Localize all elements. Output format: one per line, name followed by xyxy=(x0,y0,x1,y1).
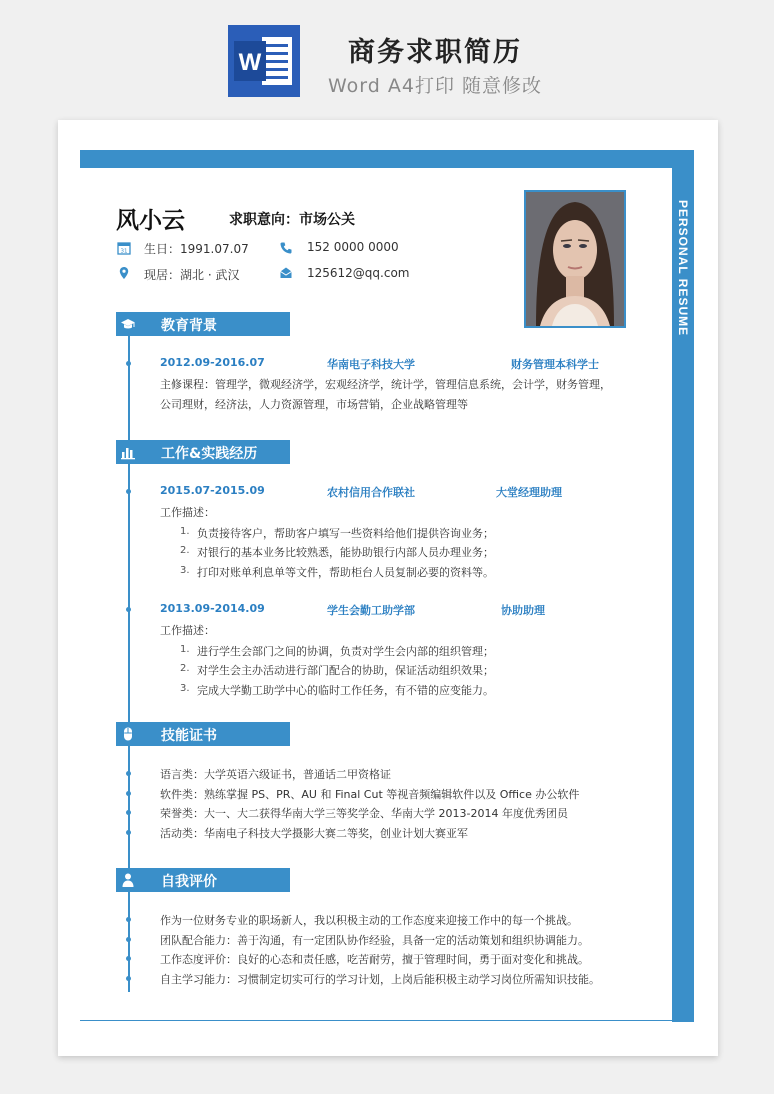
timeline-dot xyxy=(126,976,131,981)
top-accent-bar xyxy=(80,150,694,168)
job-1-item-2: 对银行的基本业务比较熟悉，能协助银行内部人员办理业务； xyxy=(197,546,494,559)
current-location: 现居：湖北 · 武汉 xyxy=(144,268,240,282)
timeline-dot xyxy=(126,956,131,961)
job-2-item-2: 对学生会主办活动进行部门配合的协助，保证活动组织效果； xyxy=(197,664,494,677)
job-2-role: 协助助理 xyxy=(501,604,545,617)
section-title-skills: 技能证书 xyxy=(161,728,217,744)
skill-line-language: 语言类：大学英语六级证书，普通话二甲资格证 xyxy=(160,768,391,781)
section-title-work: 工作&实践经历 xyxy=(161,446,258,462)
timeline-dot xyxy=(126,917,131,922)
job-2-org: 学生会勤工助学部 xyxy=(327,604,415,617)
timeline-dot xyxy=(126,607,131,612)
section-header-self-eval xyxy=(116,868,290,892)
bar-chart-icon xyxy=(120,444,136,460)
skill-line-activities: 活动类：华南电子科技大学摄影大赛二等奖，创业计划大赛亚军 xyxy=(160,827,468,840)
job-1-item-3: 打印对账单利息单等文件，帮助柜台人员复制必要的资料等。 xyxy=(197,566,494,579)
svg-text:31: 31 xyxy=(120,248,128,255)
location-pin-icon xyxy=(117,265,131,279)
education-date: 2012.09-2016.07 xyxy=(160,356,265,369)
word-logo-icon xyxy=(228,25,300,97)
timeline-dot xyxy=(126,489,131,494)
self-eval-line-2: 团队配合能力：善于沟通，有一定团队协作经验，具备一定的活动策划和组织协调能力。 xyxy=(160,934,589,947)
job-1-item-3-number: 3. xyxy=(180,565,190,576)
job-2-date: 2013.09-2014.09 xyxy=(160,602,265,615)
timeline-dot xyxy=(126,771,131,776)
job-1-desc-label: 工作描述： xyxy=(160,506,215,519)
email-icon xyxy=(279,265,293,279)
word-logo-letter: W xyxy=(238,49,262,76)
skill-line-honors: 荣誉类：大一、大二获得华南大学三等奖学金、华南大学 2013-2014 年度优秀团员 xyxy=(160,807,568,820)
section-header-work xyxy=(116,440,290,464)
job-1-item-1-number: 1. xyxy=(180,526,190,537)
section-header-education xyxy=(116,312,290,336)
education-degree: 财务管理本科学士 xyxy=(511,358,599,371)
personal-resume-label: PERSONAL RESUME xyxy=(676,200,690,337)
timeline-dot xyxy=(126,810,131,815)
section-title-self-eval: 自我评价 xyxy=(161,874,217,890)
job-1-item-1: 负责接待客户，帮助客户填写一些资料给他们提供咨询业务； xyxy=(197,527,494,540)
education-courses-line-2: 公司理财，经济法，人力资源管理，市场营销，企业战略管理等 xyxy=(160,398,468,411)
education-courses-line-1: 主修课程：管理学，微观经济学，宏观经济学，统计学，管理信息系统，会计学，财务管理， xyxy=(160,378,611,391)
job-intent: 求职意向：市场公关 xyxy=(229,212,355,228)
phone-icon xyxy=(279,240,293,254)
mouse-icon xyxy=(120,726,136,742)
job-1-role: 大堂经理助理 xyxy=(496,486,562,499)
job-2-item-3: 完成大学勤工助学中心的临时工作任务，有不错的应变能力。 xyxy=(197,684,494,697)
page-title: 商务求职简历 xyxy=(348,37,522,68)
person-icon xyxy=(120,872,136,888)
profile-photo xyxy=(524,190,626,328)
birth-date: 生日：1991.07.07 xyxy=(144,242,249,256)
self-eval-line-4: 自主学习能力：习惯制定切实可行的学习计划，上岗后能积极主动学习岗位所需知识技能。 xyxy=(160,973,600,986)
timeline-dot xyxy=(126,361,131,366)
job-2-item-1: 进行学生会部门之间的协调，负责对学生会内部的组织管理； xyxy=(197,645,494,658)
section-title-education: 教育背景 xyxy=(161,318,217,334)
job-2-item-3-number: 3. xyxy=(180,683,190,694)
phone-number: 152 0000 0000 xyxy=(307,240,399,254)
education-school: 华南电子科技大学 xyxy=(327,358,415,371)
job-2-desc-label: 工作描述： xyxy=(160,624,215,637)
job-1-item-2-number: 2. xyxy=(180,545,190,556)
job-2-item-1-number: 1. xyxy=(180,644,190,655)
job-2-item-2-number: 2. xyxy=(180,663,190,674)
candidate-name: 风小云 xyxy=(116,208,185,234)
timeline-dot xyxy=(126,830,131,835)
self-eval-line-1: 作为一位财务专业的职场新人，我以积极主动的工作态度来迎接工作中的每一个挑战。 xyxy=(160,914,578,927)
email-address: 125612@qq.com xyxy=(307,266,410,280)
timeline-dot xyxy=(126,791,131,796)
job-1-date: 2015.07-2015.09 xyxy=(160,484,265,497)
job-1-org: 农村信用合作联社 xyxy=(327,486,415,499)
graduation-cap-icon xyxy=(120,316,136,332)
self-eval-line-3: 工作态度评价：良好的心态和责任感，吃苦耐劳，擅于管理时间，勇于面对变化和挑战。 xyxy=(160,953,589,966)
page-subtitle: Word A4打印 随意修改 xyxy=(327,75,542,97)
skill-line-software: 软件类：熟练掌握 PS、PR、AU 和 Final Cut 等视音频编辑软件以及 Office 办公软件 xyxy=(160,788,580,801)
bottom-divider xyxy=(80,1020,694,1021)
timeline-dot xyxy=(126,937,131,942)
section-header-skills xyxy=(116,722,290,746)
calendar-icon xyxy=(117,240,131,254)
